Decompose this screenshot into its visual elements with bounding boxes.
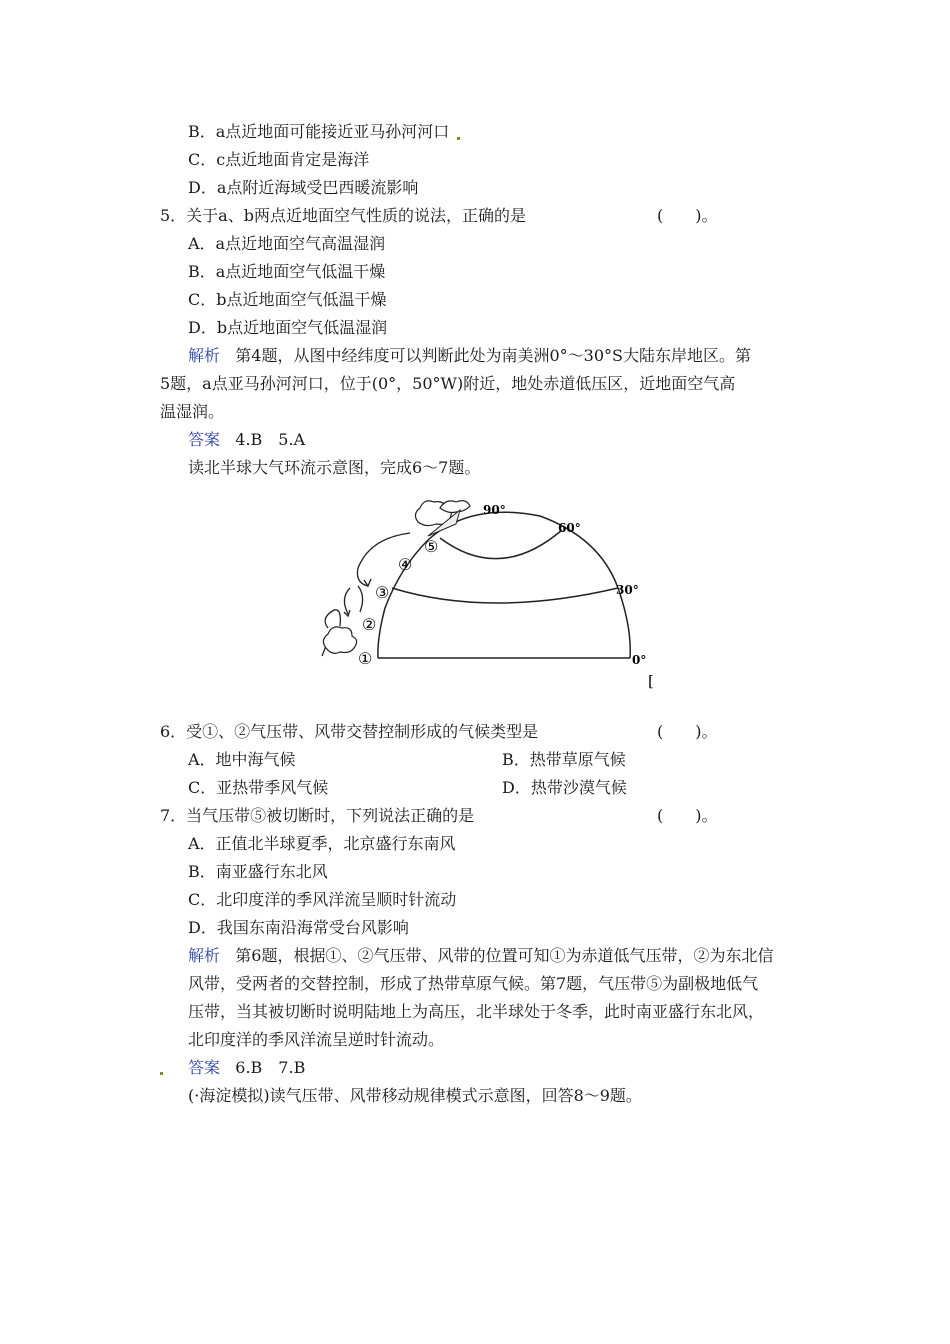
- answer-1-label: 答案: [188, 430, 221, 449]
- intro-diagram-2: (·海淀模拟)读气压带、风带移动规律模式示意图，回答8～9题。: [188, 1086, 642, 1105]
- decorative-dot: [160, 1072, 163, 1075]
- q5-option-b: B．a点近地面空气低温干燥: [188, 262, 386, 281]
- circulation-diagram: [300, 488, 660, 690]
- q5-option-c: C．b点近地面空气低温干燥: [188, 290, 387, 309]
- answer-1: [188, 430, 305, 450]
- latitude-30-line: [392, 588, 618, 603]
- q7-answer-paren: ( )。: [657, 806, 718, 825]
- analysis-2-line-2: 风带，受两者的交替控制，形成了热带草原气候。第7题，气压带⑤为副极地低气: [188, 974, 759, 993]
- q5-answer-paren: ( )。: [657, 206, 718, 225]
- q7-stem: 7．当气压带⑤被切断时，下列说法正确的是: [160, 806, 475, 825]
- analysis-1-line-3: 温湿润。: [160, 402, 225, 421]
- q5-option-d: D．b点近地面空气低温湿润: [188, 318, 388, 337]
- analysis-2-label: 解析: [188, 946, 221, 965]
- stray-bracket: [: [648, 672, 654, 690]
- latitude-60-line: [440, 530, 562, 559]
- answer-2-label: 答案: [188, 1058, 221, 1077]
- q6-option-c: C．亚热带季风气候: [188, 778, 329, 797]
- q7-option-d: D．我国东南沿海常受台风影响: [188, 918, 409, 937]
- answer-2: [188, 1058, 305, 1078]
- analysis-2-line-3: 压带，当其被切断时说明陆地上为高压，北半球处于冬季，此时南亚盛行东北风，: [188, 1002, 765, 1021]
- zone-1-label: ①: [358, 649, 373, 668]
- q7-option-c: C．北印度洋的季风洋流呈顺时针流动: [188, 890, 457, 909]
- cloud-icon-equator: [323, 627, 356, 653]
- circulation-arrow-mid-a: [344, 588, 350, 614]
- q4-option-d: D．a点附近海域受巴西暖流影响: [188, 178, 419, 197]
- lat-0-label: 0°: [632, 653, 647, 667]
- q5-option-a: A．a点近地面空气高温湿润: [188, 234, 386, 253]
- circulation-arrow-mid-b: [358, 586, 363, 612]
- lat-90-label: 90°: [483, 503, 506, 517]
- analysis-1-line-1: [188, 346, 751, 366]
- analysis-1-line-2: 5题，a点亚马孙河河口，位于(0°，50°W)附近，地处赤道低压区，近地面空气高: [160, 374, 736, 393]
- analysis-1-label: 解析: [188, 346, 221, 365]
- q6-answer-paren: ( )。: [657, 722, 718, 741]
- q6-option-d: D．热带沙漠气候: [502, 778, 627, 797]
- circulation-arrow-low: [325, 610, 340, 628]
- zone-5-label: ⑤: [424, 537, 439, 556]
- q6-option-b: B．热带草原气候: [502, 750, 626, 769]
- zone-2-label: ②: [362, 615, 377, 634]
- hemisphere-outline-right: [428, 512, 630, 658]
- q6-option-a: A．地中海气候: [188, 750, 296, 769]
- lat-30-label: 30°: [616, 583, 639, 597]
- analysis-2-text-1: 第6题，根据①、②气压带、风带的位置可知①为赤道低气压带，②为东北信: [235, 946, 774, 965]
- answer-2-text: 6.B 7.B: [235, 1058, 306, 1077]
- decorative-dot: [457, 137, 460, 140]
- zone-3-label: ③: [375, 583, 390, 602]
- intro-diagram-1: 读北半球大气环流示意图，完成6～7题。: [188, 458, 481, 477]
- analysis-2-line-1: [188, 946, 773, 966]
- q6-stem: 6．受①、②气压带、风带交替控制形成的气候类型是: [160, 722, 539, 741]
- zone-4-label: ④: [398, 555, 413, 574]
- lat-60-label: 60°: [558, 521, 581, 535]
- q4-option-b: B．a点近地面可能接近亚马孙河河口: [188, 122, 450, 141]
- analysis-2-line-4: 北印度洋的季风洋流呈逆时针流动。: [188, 1030, 445, 1049]
- analysis-1-text-1: 第4题，从图中经纬度可以判断此处为南美洲0°～30°S大陆东岸地区。第: [235, 346, 751, 365]
- q5-stem: 5．关于a、b两点近地面空气性质的说法，正确的是: [160, 206, 526, 225]
- q7-option-a: A．正值北半球夏季，北京盛行东南风: [188, 834, 456, 853]
- cloud-icon-top: [440, 501, 470, 513]
- q7-option-b: B．南亚盛行东北风: [188, 862, 328, 881]
- q4-option-c: C．c点近地面肯定是海洋: [188, 150, 370, 169]
- answer-1-text: 4.B 5.A: [235, 430, 306, 449]
